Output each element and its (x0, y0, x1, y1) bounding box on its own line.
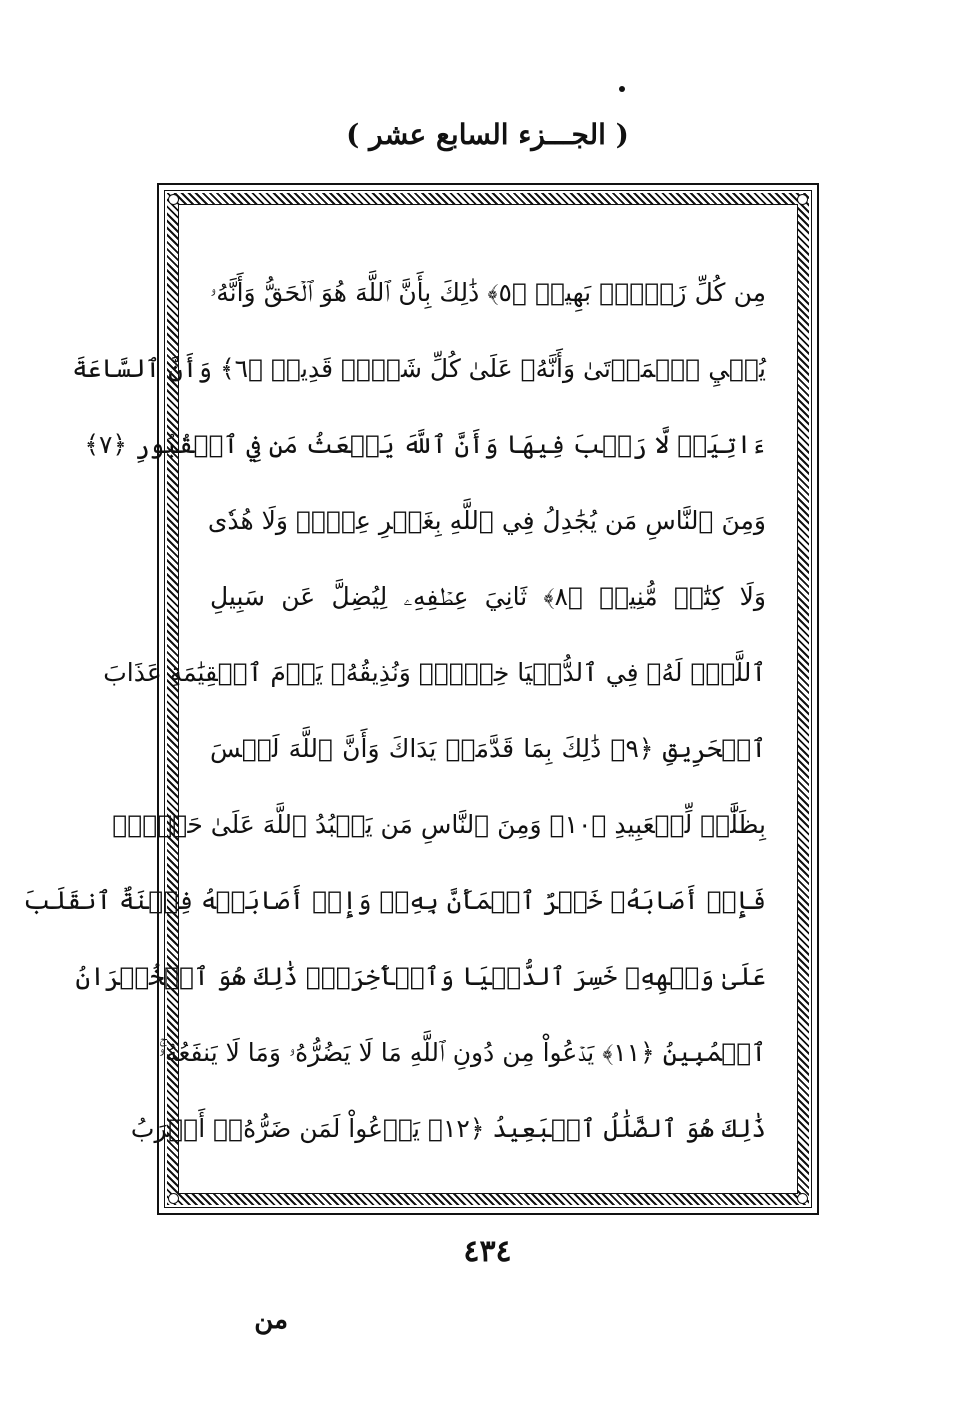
verse-line: ءَاتِيَةٞ لَّا رَيۡبَ فِيهَا وَأَنَّ ٱللَّهَ يَبۡعَثُ مَن فِي ٱلۡقُبُورِ ﴿٧﴾ (84, 430, 766, 459)
verse-line: وَمِنَ ٱلنَّاسِ مَن يُجَٰدِلُ فِي ٱللَّهِ بِغَيۡرِ عِلۡمٖ وَلَا هُدٗى (207, 506, 766, 535)
verse-line: وَلَا كِتَٰبٖ مُّنِيرٖ ﴿٨﴾ ثَانِيَ عِطۡفِهِۦ لِيُضِلَّ عَن سَبِيلِ (210, 582, 767, 611)
ornament-dot (619, 86, 625, 92)
verse-line: يُحۡيِ ٱلۡمَوۡتَىٰ وَأَنَّهُۥ عَلَىٰ كُلِّ شَيۡءٖ قَدِيرٞ ﴿٦﴾ وَأَنَّ ٱلسَّاعَةَ (72, 354, 766, 383)
verse-line: ذَٰلِكَ هُوَ ٱلضَّلَٰلُ ٱلۡبَعِيدُ ﴿١٢﴾ يَدۡعُواْ لَمَن ضَرُّهُۥٓ أَقۡرَبُ (130, 1114, 766, 1143)
catchword: من (254, 1305, 288, 1335)
verse-line: مِن كُلِّ زَوۡجِۢ بَهِيجٖ ﴿٥﴾ ذَٰلِكَ بِأَنَّ ٱللَّهَ هُوَ ٱلۡحَقُّ وَأَنَّهُۥ (210, 278, 766, 307)
verse-line: ٱلۡحَرِيقِ ﴿٩﴾ ذَٰلِكَ بِمَا قَدَّمَتۡ يَدَاكَ وَأَنَّ ٱللَّهَ لَيۡسَ (210, 734, 766, 763)
verse-text-block (23, 255, 767, 1167)
verse-line: عَلَىٰ وَجۡهِهِۦ خَسِرَ ٱلدُّنۡيَا وَٱلۡأٓخِرَةَۚ ذَٰلِكَ هُوَ ٱلۡخُسۡرَانُ (75, 962, 766, 991)
corner-ornament-icon (797, 1193, 808, 1204)
page-number: ٤٣٤ (463, 1234, 512, 1269)
corner-ornament-icon (168, 1193, 179, 1204)
verse-line: ٱلۡمُبِينُ ﴿١١﴾ يَدۡعُواْ مِن دُونِ ٱللَّهِ مَا لَا يَضُرُّهُۥ وَمَا لَا يَنفَعُهُۥۚ (158, 1038, 766, 1067)
verse-line: فَإِنۡ أَصَابَهُۥ خَيۡرٌ ٱطۡمَأَنَّ بِهِۦۖ وَإِنۡ أَصَابَتۡهُ فِتۡنَةٌ ٱنقَلَبَ (23, 886, 766, 915)
verse-line: ٱللَّهِۖ لَهُۥ فِي ٱلدُّنۡيَا خِزۡيٞۖ وَنُذِيقُهُۥ يَوۡمَ ٱلۡقِيَٰمَةِ عَذَابَ (103, 658, 766, 687)
corner-ornament-icon (168, 194, 179, 205)
verse-line: بِظَلَّٰمٖ لِّلۡعَبِيدِ ﴿١٠﴾ وَمِنَ ٱلنَّاسِ مَن يَعۡبُدُ ٱللَّهَ عَلَىٰ حَرۡفٖۖ (112, 810, 766, 839)
page-header-title: ( الجـــزء السابع عشر ) (346, 118, 629, 151)
corner-ornament-icon (797, 194, 808, 205)
